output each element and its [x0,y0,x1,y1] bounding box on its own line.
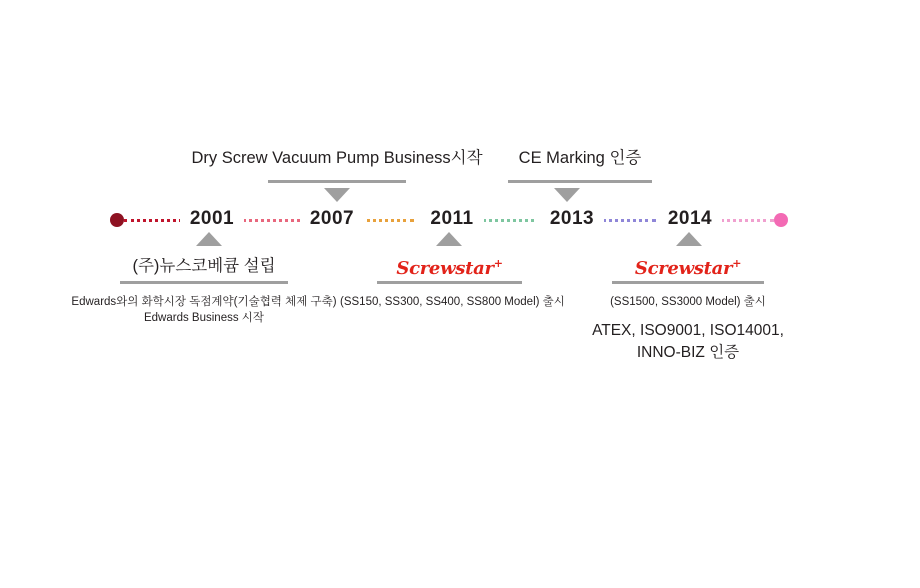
event-2014-extra-note-2: INNO-BIZ 인증 [636,344,740,361]
timeline-start-dot [110,213,124,227]
event-2014-brand-text: Screwstar [634,258,733,279]
event-2001-bar [120,281,288,284]
event-2014-brand-plus: + [732,257,742,270]
event-2007-marker-icon [324,188,350,202]
event-2014-brand-label [612,257,764,279]
event-2001-note-2: Edwards Business 시작 [143,312,264,324]
event-2007-bar [268,180,406,183]
year-label-2011: 2011 [420,208,484,230]
event-2011-note-1: (SS150, SS300, SS400, SS800 Model) 출시 [340,296,565,308]
event-2011-marker-icon [436,232,462,246]
event-2014-note-1: (SS1500, SS3000 Model) 출시 [610,296,766,308]
year-label-2013: 2013 [540,208,604,230]
event-2011-brand-plus: + [493,257,503,270]
axis-segment-5 [596,219,656,222]
event-2001-marker-icon [196,232,222,246]
timeline-end-dot [774,213,788,227]
axis-segment-1 [124,219,182,222]
year-label-2001: 2001 [180,208,244,230]
event-2001-note-1: Edwards와의 화학시장 독점계약(기술협력 체제 구축) [71,296,337,308]
event-2001-title: (주)뉴스코베큠 설립 [132,257,276,275]
year-label-2007: 2007 [300,208,364,230]
event-2013-marker-icon [554,188,580,202]
event-2011-bar [377,281,522,284]
event-2014-bar [612,281,764,284]
year-label-2014: 2014 [658,208,722,230]
axis-segment-2 [236,219,300,222]
event-2014-extra-note-1: ATEX, ISO9001, ISO14001, [592,322,784,339]
event-2013-title: CE Marking 인증 [518,149,642,167]
event-2011-brand-label [377,257,522,279]
event-2007-title: Dry Screw Vacuum Pump Business시작 [191,149,483,167]
axis-segment-6 [714,219,774,222]
event-2011-brand-text: Screwstar [396,258,494,279]
event-2014-marker-icon [676,232,702,246]
event-2013-bar [508,180,652,183]
